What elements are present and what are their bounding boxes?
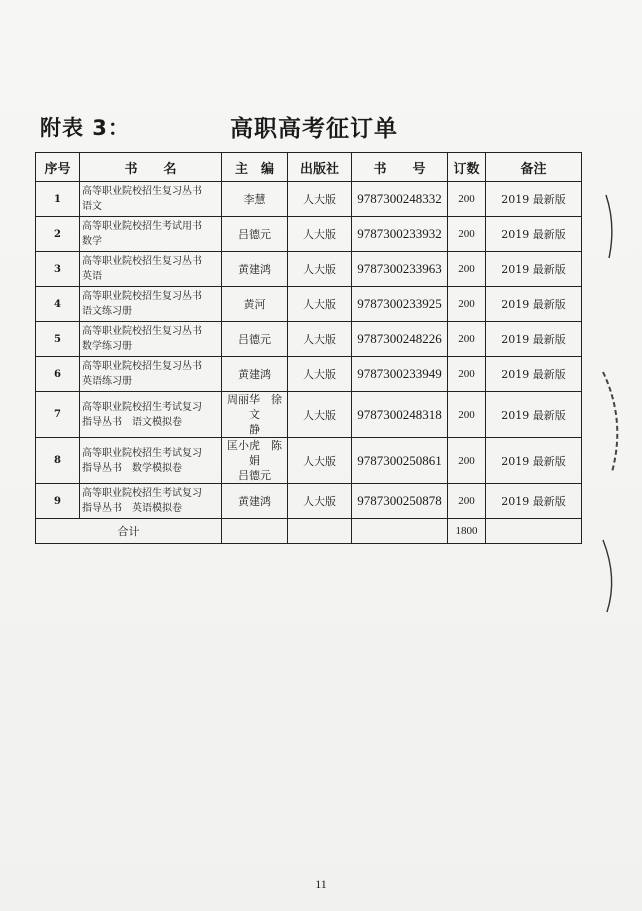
cell-book-name xyxy=(80,287,222,322)
cell-seq: 3 xyxy=(36,252,80,287)
cell-isbn: 9787300248226 xyxy=(352,322,448,357)
cell-qty: 200 xyxy=(448,182,486,217)
cell-author xyxy=(222,392,288,438)
cell-isbn: 9787300248318 xyxy=(352,392,448,438)
header-seq: 序号 xyxy=(36,153,80,182)
table-row xyxy=(36,217,582,252)
cell-isbn: 9787300250861 xyxy=(352,438,448,484)
header-note: 备注 xyxy=(486,153,582,182)
book-name-line2: 指导丛书 数学模拟卷 xyxy=(82,462,182,474)
cell-publisher: 人大版 xyxy=(288,438,352,484)
cell-author xyxy=(222,357,288,392)
book-name-line2: 英语 xyxy=(82,271,102,282)
book-name-line1: 高等职业院校招生复习丛书 xyxy=(82,186,202,197)
author-line2: 静 xyxy=(249,423,260,436)
table-row xyxy=(36,182,582,217)
table-row xyxy=(36,357,582,392)
cell-isbn: 9787300233925 xyxy=(352,287,448,322)
author-line1: 匡小虎 陈娟 xyxy=(227,439,282,467)
cell-qty: 200 xyxy=(448,287,486,322)
total-empty-note xyxy=(486,519,582,544)
cell-book-name xyxy=(80,217,222,252)
cell-qty: 200 xyxy=(448,392,486,438)
cell-book-name xyxy=(80,322,222,357)
table-row xyxy=(36,252,582,287)
table-row xyxy=(36,438,582,484)
cell-qty: 200 xyxy=(448,217,486,252)
book-name-line2: 语文 xyxy=(82,201,102,212)
appendix-label: 附表 3： xyxy=(40,116,130,140)
total-empty-publisher xyxy=(288,519,352,544)
cell-note: 2019 最新版 xyxy=(486,392,582,438)
cell-seq: 1 xyxy=(36,182,80,217)
total-empty-isbn xyxy=(352,519,448,544)
cell-note: 2019 最新版 xyxy=(486,322,582,357)
book-name-line2: 英语练习册 xyxy=(82,376,132,387)
page-title: 高职高考征订单 xyxy=(230,116,398,142)
cell-author xyxy=(222,217,288,252)
cell-isbn: 9787300233949 xyxy=(352,357,448,392)
header-author: 主 编 xyxy=(222,153,288,182)
cell-isbn: 9787300233932 xyxy=(352,217,448,252)
total-empty-author xyxy=(222,519,288,544)
book-name-line2: 数学 xyxy=(82,236,102,247)
cell-publisher: 人大版 xyxy=(288,252,352,287)
cell-isbn: 9787300248332 xyxy=(352,182,448,217)
cell-publisher: 人大版 xyxy=(288,484,352,519)
total-qty: 1800 xyxy=(448,519,486,544)
book-name-line1: 高等职业院校招生复习丛书 xyxy=(82,361,202,372)
cell-seq: 8 xyxy=(36,438,80,484)
book-name-line1: 高等职业院校招生复习丛书 xyxy=(82,326,202,337)
header-isbn: 书 号 xyxy=(352,153,448,182)
cell-book-name xyxy=(80,357,222,392)
cell-author xyxy=(222,484,288,519)
header-name: 书 名 xyxy=(80,153,222,182)
cell-note: 2019 最新版 xyxy=(486,287,582,322)
author-line1: 李慧 xyxy=(243,192,266,206)
cell-seq: 5 xyxy=(36,322,80,357)
book-name-line1: 高等职业院校招生考试复习 xyxy=(82,488,202,499)
table-row xyxy=(36,322,582,357)
cell-note: 2019 最新版 xyxy=(486,438,582,484)
cell-author xyxy=(222,438,288,484)
cell-book-name xyxy=(80,252,222,287)
cell-qty: 200 xyxy=(448,252,486,287)
header-qty: 订数 xyxy=(448,153,486,182)
cell-book-name xyxy=(80,182,222,217)
table-row xyxy=(36,287,582,322)
header-publisher: 出版社 xyxy=(288,153,352,182)
author-line1: 黄建鸿 xyxy=(238,262,271,276)
book-name-line2: 指导丛书 语文模拟卷 xyxy=(82,416,182,428)
cell-note: 2019 最新版 xyxy=(486,357,582,392)
cell-note: 2019 最新版 xyxy=(486,217,582,252)
cell-note: 2019 最新版 xyxy=(486,484,582,519)
author-line2: 吕德元 xyxy=(238,469,271,482)
cell-seq: 6 xyxy=(36,357,80,392)
book-name-line2: 指导丛书 英语模拟卷 xyxy=(82,503,182,514)
book-name-line1: 高等职业院校招生考试用书 xyxy=(82,221,202,232)
table-row xyxy=(36,484,582,519)
author-line1: 黄河 xyxy=(243,297,266,311)
cell-author xyxy=(222,182,288,217)
book-name-line2: 语文练习册 xyxy=(82,306,132,317)
cell-qty: 200 xyxy=(448,484,486,519)
cell-seq: 2 xyxy=(36,217,80,252)
cell-qty: 200 xyxy=(448,322,486,357)
author-line1: 吕德元 xyxy=(238,227,271,241)
cell-publisher: 人大版 xyxy=(288,392,352,438)
author-line1: 周丽华 徐文 xyxy=(227,393,282,421)
book-name-line1: 高等职业院校招生复习丛书 xyxy=(82,256,202,267)
author-line1: 黄建鸿 xyxy=(238,367,271,381)
total-row xyxy=(36,519,582,544)
cell-publisher: 人大版 xyxy=(288,357,352,392)
cell-book-name xyxy=(80,484,222,519)
author-line1: 黄建鸿 xyxy=(238,494,271,508)
cell-qty: 200 xyxy=(448,357,486,392)
cell-book-name xyxy=(80,438,222,484)
book-name-line1: 高等职业院校招生复习丛书 xyxy=(82,291,202,302)
order-table xyxy=(35,152,582,544)
cell-publisher: 人大版 xyxy=(288,217,352,252)
page-number: 11 xyxy=(315,877,327,891)
cell-publisher: 人大版 xyxy=(288,182,352,217)
cell-seq: 9 xyxy=(36,484,80,519)
cell-qty: 200 xyxy=(448,438,486,484)
cell-note: 2019 最新版 xyxy=(486,252,582,287)
cell-book-name xyxy=(80,392,222,438)
book-name-line1: 高等职业院校招生考试复习 xyxy=(82,447,202,459)
total-label: 合计 xyxy=(36,519,222,544)
author-line1: 吕德元 xyxy=(238,332,271,346)
table-row xyxy=(36,392,582,438)
cell-author xyxy=(222,322,288,357)
document-heading xyxy=(40,110,600,144)
book-name-line2: 数学练习册 xyxy=(82,341,132,352)
cell-seq: 7 xyxy=(36,392,80,438)
cell-publisher: 人大版 xyxy=(288,287,352,322)
cell-note: 2019 最新版 xyxy=(486,182,582,217)
cell-seq: 4 xyxy=(36,287,80,322)
cell-isbn: 9787300233963 xyxy=(352,252,448,287)
cell-author xyxy=(222,252,288,287)
cell-author xyxy=(222,287,288,322)
cell-publisher: 人大版 xyxy=(288,322,352,357)
table-header-row xyxy=(36,153,582,182)
cell-isbn: 9787300250878 xyxy=(352,484,448,519)
book-name-line1: 高等职业院校招生考试复习 xyxy=(82,401,202,413)
